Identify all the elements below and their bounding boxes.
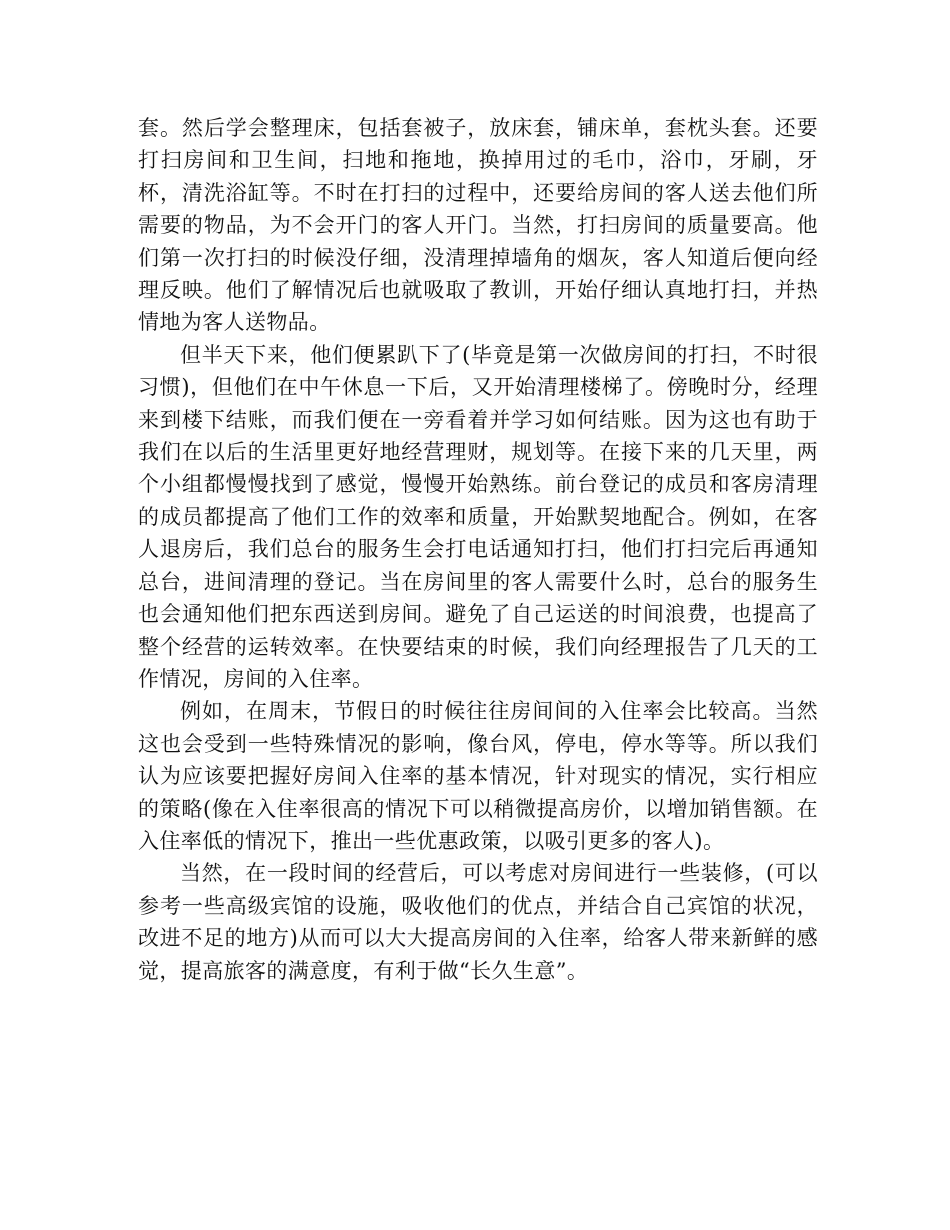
paragraph-4: 当然，在一段时间的经营后，可以考虑对房间进行一些装修，(可以参考一些高级宾馆的设施，吸收他们的优点，并结合自己宾馆的状况，改进不足的地方)从而可以大大提高房间的入住率，给客人带来新鲜的感觉，提高旅客的满意度，有利于做“长久生意”。 [138, 861, 818, 983]
paragraph-3: 例如，在周末，节假日的时候往往房间间的入住率会比较高。当然这也会受到一些特殊情况的影响，像台风，停电，停水等等。所以我们认为应该要把握好房间入住率的基本情况，针对现实的情况，实行相应的策略(像在入住率很高的情况下可以稍微提高房价，以增加销售额。在入住率低的情况下，推出一些优惠政策，以吸引更多的客人)。 [138, 699, 818, 853]
paragraph-1: 套。然后学会整理床，包括套被子，放床套，铺床单，套枕头套。还要打扫房间和卫生间，扫地和拖地，换掉用过的毛巾，浴巾，牙刷，牙杯，清洗浴缸等。不时在打扫的过程中，还要给房间的客人送去他们所需要的物品，为不会开门的客人开门。当然，打扫房间的质量要高。他们第一次打扫的时候没仔细，没清理掉墙角的烟灰，客人知道后便向经理反映。他们了解情况后也就吸取了教训，开始仔细认真地打扫，并热情地为客人送物品。 [138, 116, 818, 335]
paragraph-2: 但半天下来，他们便累趴下了(毕竟是第一次做房间的打扫，不时很习惯)，但他们在中午休息一下后，又开始清理楼梯了。傍晚时分，经理来到楼下结账，而我们便在一旁看着并学习如何结账。因为这也有助于我们在以后的生活里更好地经营理财，规划等。在接下来的几天里，两个小组都慢慢找到了感觉，慢慢开始熟练。前台登记的成员和客房清理的成员都提高了他们工作的效率和质量，开始默契地配合。例如，在客人退房后，我们总台的服务生会打电话通知打扫，他们打扫完后再通知总台，进间清理的登记。当在房间里的客人需要什么时，总台的服务生也会通知他们把东西送到房间。避免了自己运送的时间浪费，也提高了整个经营的运转效率。在快要结束的时候，我们向经理报告了几天的工作情况，房间的入住率。 [138, 342, 818, 691]
document-page [138, 112, 818, 987]
